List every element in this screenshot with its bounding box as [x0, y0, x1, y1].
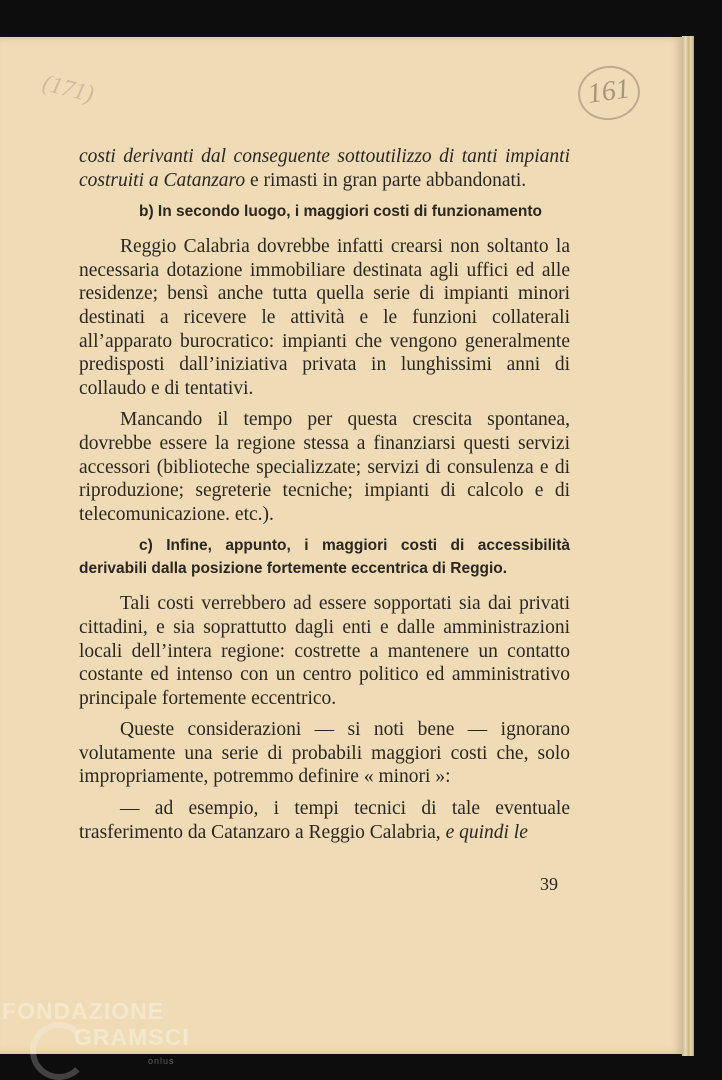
paragraph-4: Tali costi verrebbero ad essere sopportati sia dai privati cittadini, e sia soprattutto dagli enti e dalle amministrazioni locali dell’intera regione: costrette a mantenere un contatto costante ed intenso con un centro politico ed amministrativo principale fortemente eccentrico. [79, 593, 570, 709]
heading-c: c) Infine, appunto, i maggiori costi di accessibilità derivabili dalla posizione fortemente eccentrica di Reggio. [79, 537, 570, 578]
paragraph-6-start: — ad esempio, i tempi tecnici di tale eventuale trasferimento da Catanzaro a Reggio Calabria, [79, 798, 570, 843]
paragraph-5: Queste considerazioni — si noti bene — ignorano volutamente una serie di probabili maggiori costi che, solo impropriamente, potremmo definire « minori »: [79, 719, 570, 788]
heading-b: b) In secondo luogo, i maggiori costi di funzionamento [139, 203, 542, 221]
faint-pencil-mark: (171) [39, 70, 97, 108]
paragraph-1 [79, 145, 570, 192]
watermark-line-3: onlus [148, 1056, 175, 1066]
paragraph-3: Mancando il tempo per questa crescita spontanea, dovrebbe essere la regione stessa a finanziarsi questi servizi accessori (biblioteche specializzate; servizi di consulenza e di riproduzione; segreterie tecniche; impianti di calcolo e di telecomunicazione. etc.). [79, 409, 570, 525]
watermark-line-2: GRAMSCI [74, 1024, 190, 1050]
handwritten-page-number: 161 [575, 62, 644, 124]
paragraph-6-italic: e quindi le [445, 821, 528, 843]
paragraph-6 [79, 797, 570, 844]
page-edge [682, 36, 694, 1056]
watermark-line-1: FONDAZIONE [2, 998, 165, 1024]
italic-place: Catanzaro [163, 169, 246, 191]
page-text [79, 145, 570, 852]
paragraph-2: Reggio Calabria dovrebbe infatti crearsi non soltanto la necessaria dotazione immobiliare destinata agli uffici ed alle residenze; bensì anche tutta quella serie di impianti minori destinati a ricevere le attività e le funzioni collaterali all’apparato burocratico: impianti che vengono generalmente predisposti dall’iniziativa privata in lunghissimi anni di collaudo e di tentativi. [79, 236, 570, 399]
italic-text: costi derivanti dal conseguente sottoutilizzo di tanti impianti costruiti a [79, 146, 570, 191]
page-number: 39 [540, 874, 558, 894]
watermark [2, 998, 190, 1074]
paragraph-1-rest: e rimasti in gran parte abbandonati. [245, 169, 527, 191]
